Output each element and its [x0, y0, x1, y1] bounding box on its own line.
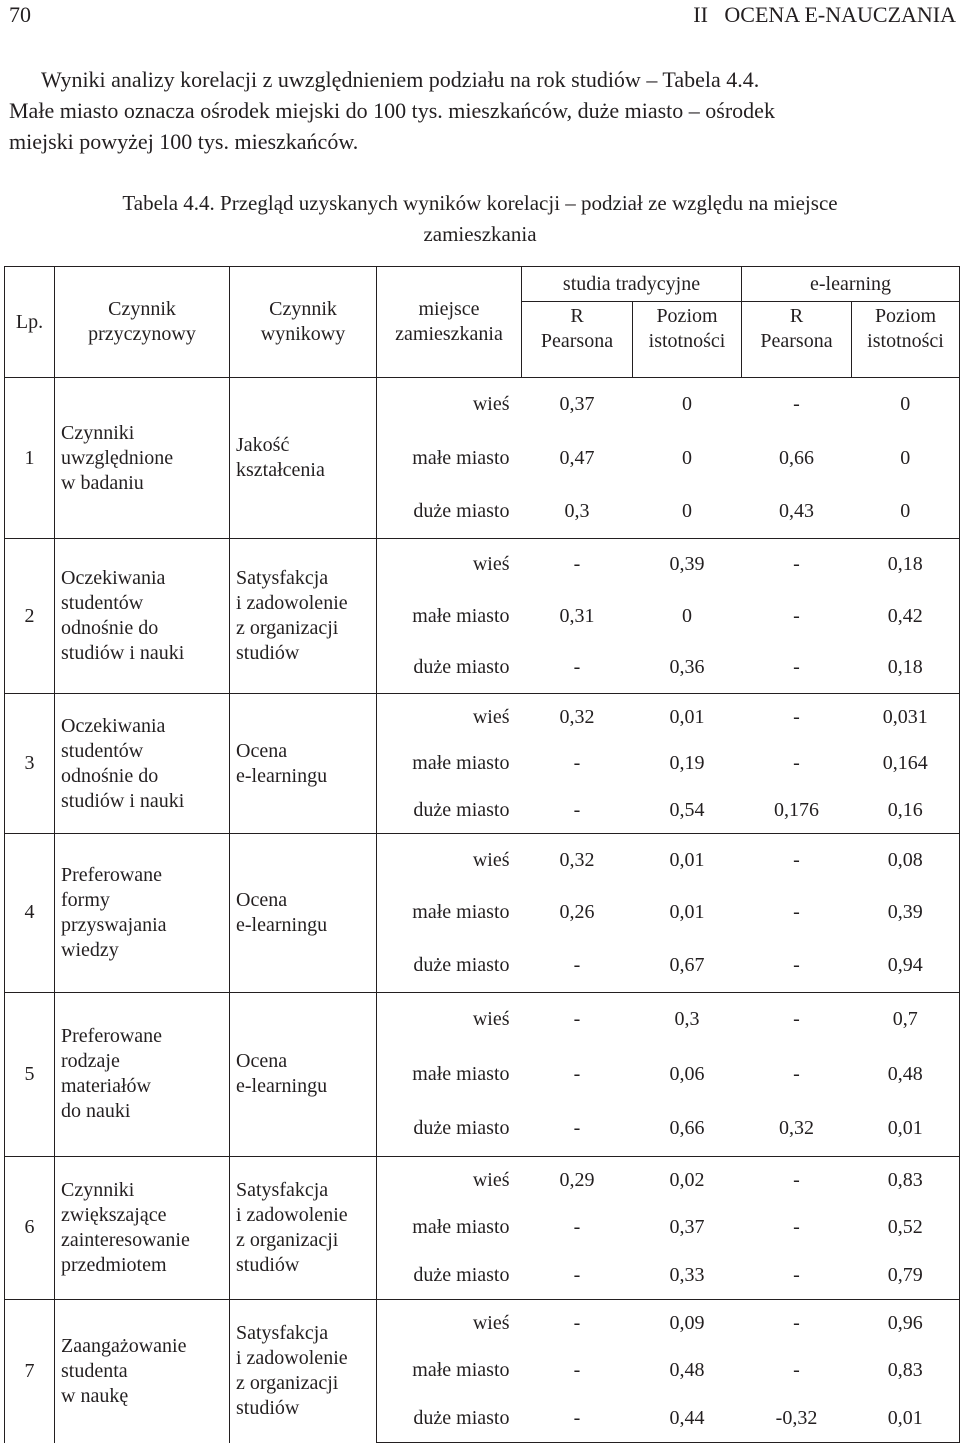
- cell-value: 0,09: [633, 1299, 742, 1347]
- cell-cause: Czynniki uwzględnione w badaniu: [55, 378, 230, 539]
- header-group-elearning: e-learning: [742, 267, 960, 302]
- cell-value: 0,48: [669, 1359, 705, 1382]
- table-row: [5, 378, 960, 432]
- cell-place: duże miasto: [413, 798, 510, 821]
- cell-value: 0,3: [564, 500, 590, 523]
- cell-value: 0,01: [669, 901, 705, 924]
- cell-effect: Ocena e-learningu: [230, 834, 377, 992]
- cell-place: duże miasto: [413, 1117, 510, 1140]
- cell-effect: Satysfakcja i zadowolenie z organizacji studiów: [230, 539, 377, 694]
- cell-effect: Ocena e-learningu: [230, 694, 377, 834]
- table-row: [5, 992, 960, 1047]
- running-header: II OCENA E-NAUCZANIA: [693, 2, 956, 27]
- cell-value: 0,26: [559, 901, 595, 924]
- cell-cause: Czynniki zwiększające zainteresowanie przedmiotem: [55, 1156, 230, 1299]
- cell-value: 0,39: [633, 539, 742, 591]
- cell-value: 0,02: [633, 1156, 742, 1204]
- cell-value: -: [742, 539, 852, 591]
- table-caption: [30, 188, 930, 250]
- cell-place: duże miasto: [377, 1395, 522, 1443]
- cell-lp: 5: [5, 992, 55, 1156]
- cell-value: 0,44: [633, 1395, 742, 1443]
- cell-value: 0,43: [779, 500, 814, 523]
- cell-place: duże miasto: [413, 953, 510, 976]
- cell-value: 0,01: [633, 694, 742, 741]
- cell-value: 0,39: [852, 887, 960, 940]
- cell-value: 0: [682, 500, 692, 523]
- cell-value: 0,29: [522, 1156, 633, 1204]
- cell-value: 0,01: [633, 834, 742, 887]
- cell-value: 0,31: [559, 604, 595, 627]
- cell-value: 0,08: [852, 834, 960, 887]
- cell-value: -: [522, 539, 633, 591]
- header-r-pearson-traditional: R Pearsona: [522, 302, 633, 378]
- cell-value: -: [742, 694, 852, 741]
- cell-cause: Zaangażowanie studenta w naukę: [55, 1299, 230, 1442]
- cell-value: 0,01: [852, 1395, 960, 1443]
- cell-value: 0,94: [852, 939, 960, 992]
- cell-value: 0,83: [852, 1347, 960, 1395]
- cell-lp: 1: [5, 378, 55, 539]
- header-place: miejsce zamieszkania: [377, 267, 522, 378]
- cell-value: -: [793, 1263, 800, 1286]
- cell-value: 0,79: [852, 1252, 960, 1300]
- cell-value: -0,32: [742, 1395, 852, 1443]
- page-number: 70: [9, 2, 31, 27]
- cell-lp: 6: [5, 1156, 55, 1299]
- cell-value: -: [573, 953, 581, 976]
- cell-value: -: [793, 1062, 800, 1085]
- cell-value: 0,54: [669, 798, 705, 821]
- cell-value: 0,16: [852, 787, 960, 834]
- cell-value: 0,18: [852, 642, 960, 694]
- cell-place: małe miasto: [412, 1359, 510, 1382]
- cell-place: wieś: [377, 834, 522, 887]
- cell-value: 0,66: [779, 446, 814, 469]
- table-row: [5, 834, 960, 887]
- cell-place: małe miasto: [412, 752, 510, 775]
- table-row: [5, 539, 960, 591]
- header-significance-elearning: Poziom istotności: [852, 302, 960, 378]
- cell-lp: 2: [5, 539, 55, 694]
- cell-value: -: [793, 953, 800, 976]
- cell-value: 0,42: [852, 590, 960, 642]
- header-cause: Czynnik przyczynowy: [55, 267, 230, 378]
- cell-place: duże miasto: [413, 1263, 510, 1286]
- correlation-table: [4, 266, 960, 1443]
- cell-value: 0,01: [852, 1102, 960, 1157]
- cell-place: wieś: [377, 539, 522, 591]
- cell-place: małe miasto: [412, 446, 510, 469]
- cell-place: małe miasto: [412, 604, 510, 627]
- cell-value: -: [522, 1299, 633, 1347]
- cell-value: 0: [682, 446, 692, 469]
- cell-value: 0,66: [669, 1117, 705, 1140]
- cell-value: -: [742, 1156, 852, 1204]
- table-row: [5, 1299, 960, 1347]
- header-group-traditional: studia tradycyjne: [522, 267, 742, 302]
- cell-value: 0,19: [669, 752, 705, 775]
- header-r-pearson-elearning: R Pearsona: [742, 302, 852, 378]
- cell-value: -: [573, 1216, 581, 1239]
- cell-value: 0: [852, 378, 960, 432]
- cell-value: 0,37: [522, 378, 633, 432]
- cell-value: -: [793, 1216, 800, 1239]
- cell-value: 0,37: [669, 1216, 705, 1239]
- cell-lp: 4: [5, 834, 55, 992]
- cell-value: 0,164: [852, 741, 960, 788]
- cell-place: wieś: [377, 694, 522, 741]
- cell-value: 0,031: [852, 694, 960, 741]
- cell-effect: Jakość kształcenia: [230, 378, 377, 539]
- cell-value: -: [573, 1263, 581, 1286]
- cell-value: 0: [852, 485, 960, 539]
- cell-value: 0,32: [522, 834, 633, 887]
- intro-paragraph: [9, 64, 959, 157]
- cell-value: 0,3: [633, 992, 742, 1047]
- cell-value: 0,06: [669, 1062, 705, 1085]
- cell-cause: Preferowane rodzaje materiałów do nauki: [55, 992, 230, 1156]
- intro-line: Małe miasto oznacza ośrodek miejski do 100 tys. mieszkańców, duże miasto – ośrodek: [9, 98, 775, 123]
- cell-value: -: [742, 378, 852, 432]
- table-row: [5, 694, 960, 741]
- intro-line: Wyniki analizy korelacji z uwzględnieniem podziału na rok studiów – Tabela 4.4.: [41, 67, 760, 92]
- header-significance-traditional: Poziom istotności: [633, 302, 742, 378]
- cell-value: -: [573, 798, 581, 821]
- intro-line: miejski powyżej 100 tys. mieszkańców.: [9, 129, 359, 154]
- cell-value: 0,67: [669, 953, 705, 976]
- cell-value: 0,48: [852, 1047, 960, 1102]
- cell-lp: 7: [5, 1299, 55, 1442]
- cell-value: 0: [682, 604, 692, 627]
- cell-value: -: [793, 656, 800, 679]
- table-row: [5, 1156, 960, 1204]
- cell-value: 0,47: [559, 446, 595, 469]
- cell-value: -: [522, 992, 633, 1047]
- cell-value: -: [573, 656, 581, 679]
- cell-place: wieś: [377, 378, 522, 432]
- cell-place: małe miasto: [412, 1062, 510, 1085]
- cell-value: -: [793, 901, 800, 924]
- cell-value: -: [573, 1359, 581, 1382]
- cell-value: -: [793, 752, 800, 775]
- cell-cause: Oczekiwania studentów odnośnie do studiów i nauki: [55, 539, 230, 694]
- caption-line: Tabela 4.4. Przegląd uzyskanych wyników korelacji – podział ze względu na miejsce: [122, 191, 838, 215]
- cell-lp: 3: [5, 694, 55, 834]
- cell-place: małe miasto: [412, 901, 510, 924]
- cell-effect: Satysfakcja i zadowolenie z organizacji studiów: [230, 1156, 377, 1299]
- cell-cause: Preferowane formy przyswajania wiedzy: [55, 834, 230, 992]
- cell-value: -: [573, 752, 581, 775]
- cell-cause: Oczekiwania studentów odnośnie do studiów i nauki: [55, 694, 230, 834]
- cell-value: 0,18: [852, 539, 960, 591]
- cell-value: 0,33: [669, 1263, 705, 1286]
- cell-effect: Ocena e-learningu: [230, 992, 377, 1156]
- cell-value: 0,52: [852, 1204, 960, 1252]
- cell-value: -: [573, 1062, 581, 1085]
- cell-value: 0: [852, 431, 960, 485]
- cell-value: -: [573, 1117, 581, 1140]
- cell-place: wieś: [377, 1156, 522, 1204]
- cell-value: -: [742, 992, 852, 1047]
- header-lp: Lp.: [5, 267, 55, 378]
- cell-value: 0,32: [522, 694, 633, 741]
- cell-place: wieś: [377, 992, 522, 1047]
- cell-value: 0,96: [852, 1299, 960, 1347]
- page-header: [9, 2, 956, 30]
- caption-line: zamieszkania: [423, 222, 537, 246]
- cell-value: -: [742, 1299, 852, 1347]
- cell-value: -: [742, 834, 852, 887]
- cell-value: 0,32: [779, 1117, 814, 1140]
- cell-value: -: [793, 1359, 800, 1382]
- cell-value: -: [793, 604, 800, 627]
- cell-place: wieś: [377, 1299, 522, 1347]
- cell-value: 0,36: [669, 656, 705, 679]
- table-body: [5, 378, 960, 1443]
- cell-place: duże miasto: [413, 500, 510, 523]
- cell-value: -: [522, 1395, 633, 1443]
- cell-place: duże miasto: [413, 656, 510, 679]
- cell-value: 0: [633, 378, 742, 432]
- cell-effect: Satysfakcja i zadowolenie z organizacji studiów: [230, 1299, 377, 1442]
- cell-value: 0,176: [774, 798, 819, 821]
- cell-place: małe miasto: [412, 1216, 510, 1239]
- cell-value: 0,7: [852, 992, 960, 1047]
- header-effect: Czynnik wynikowy: [230, 267, 377, 378]
- cell-value: 0,83: [852, 1156, 960, 1204]
